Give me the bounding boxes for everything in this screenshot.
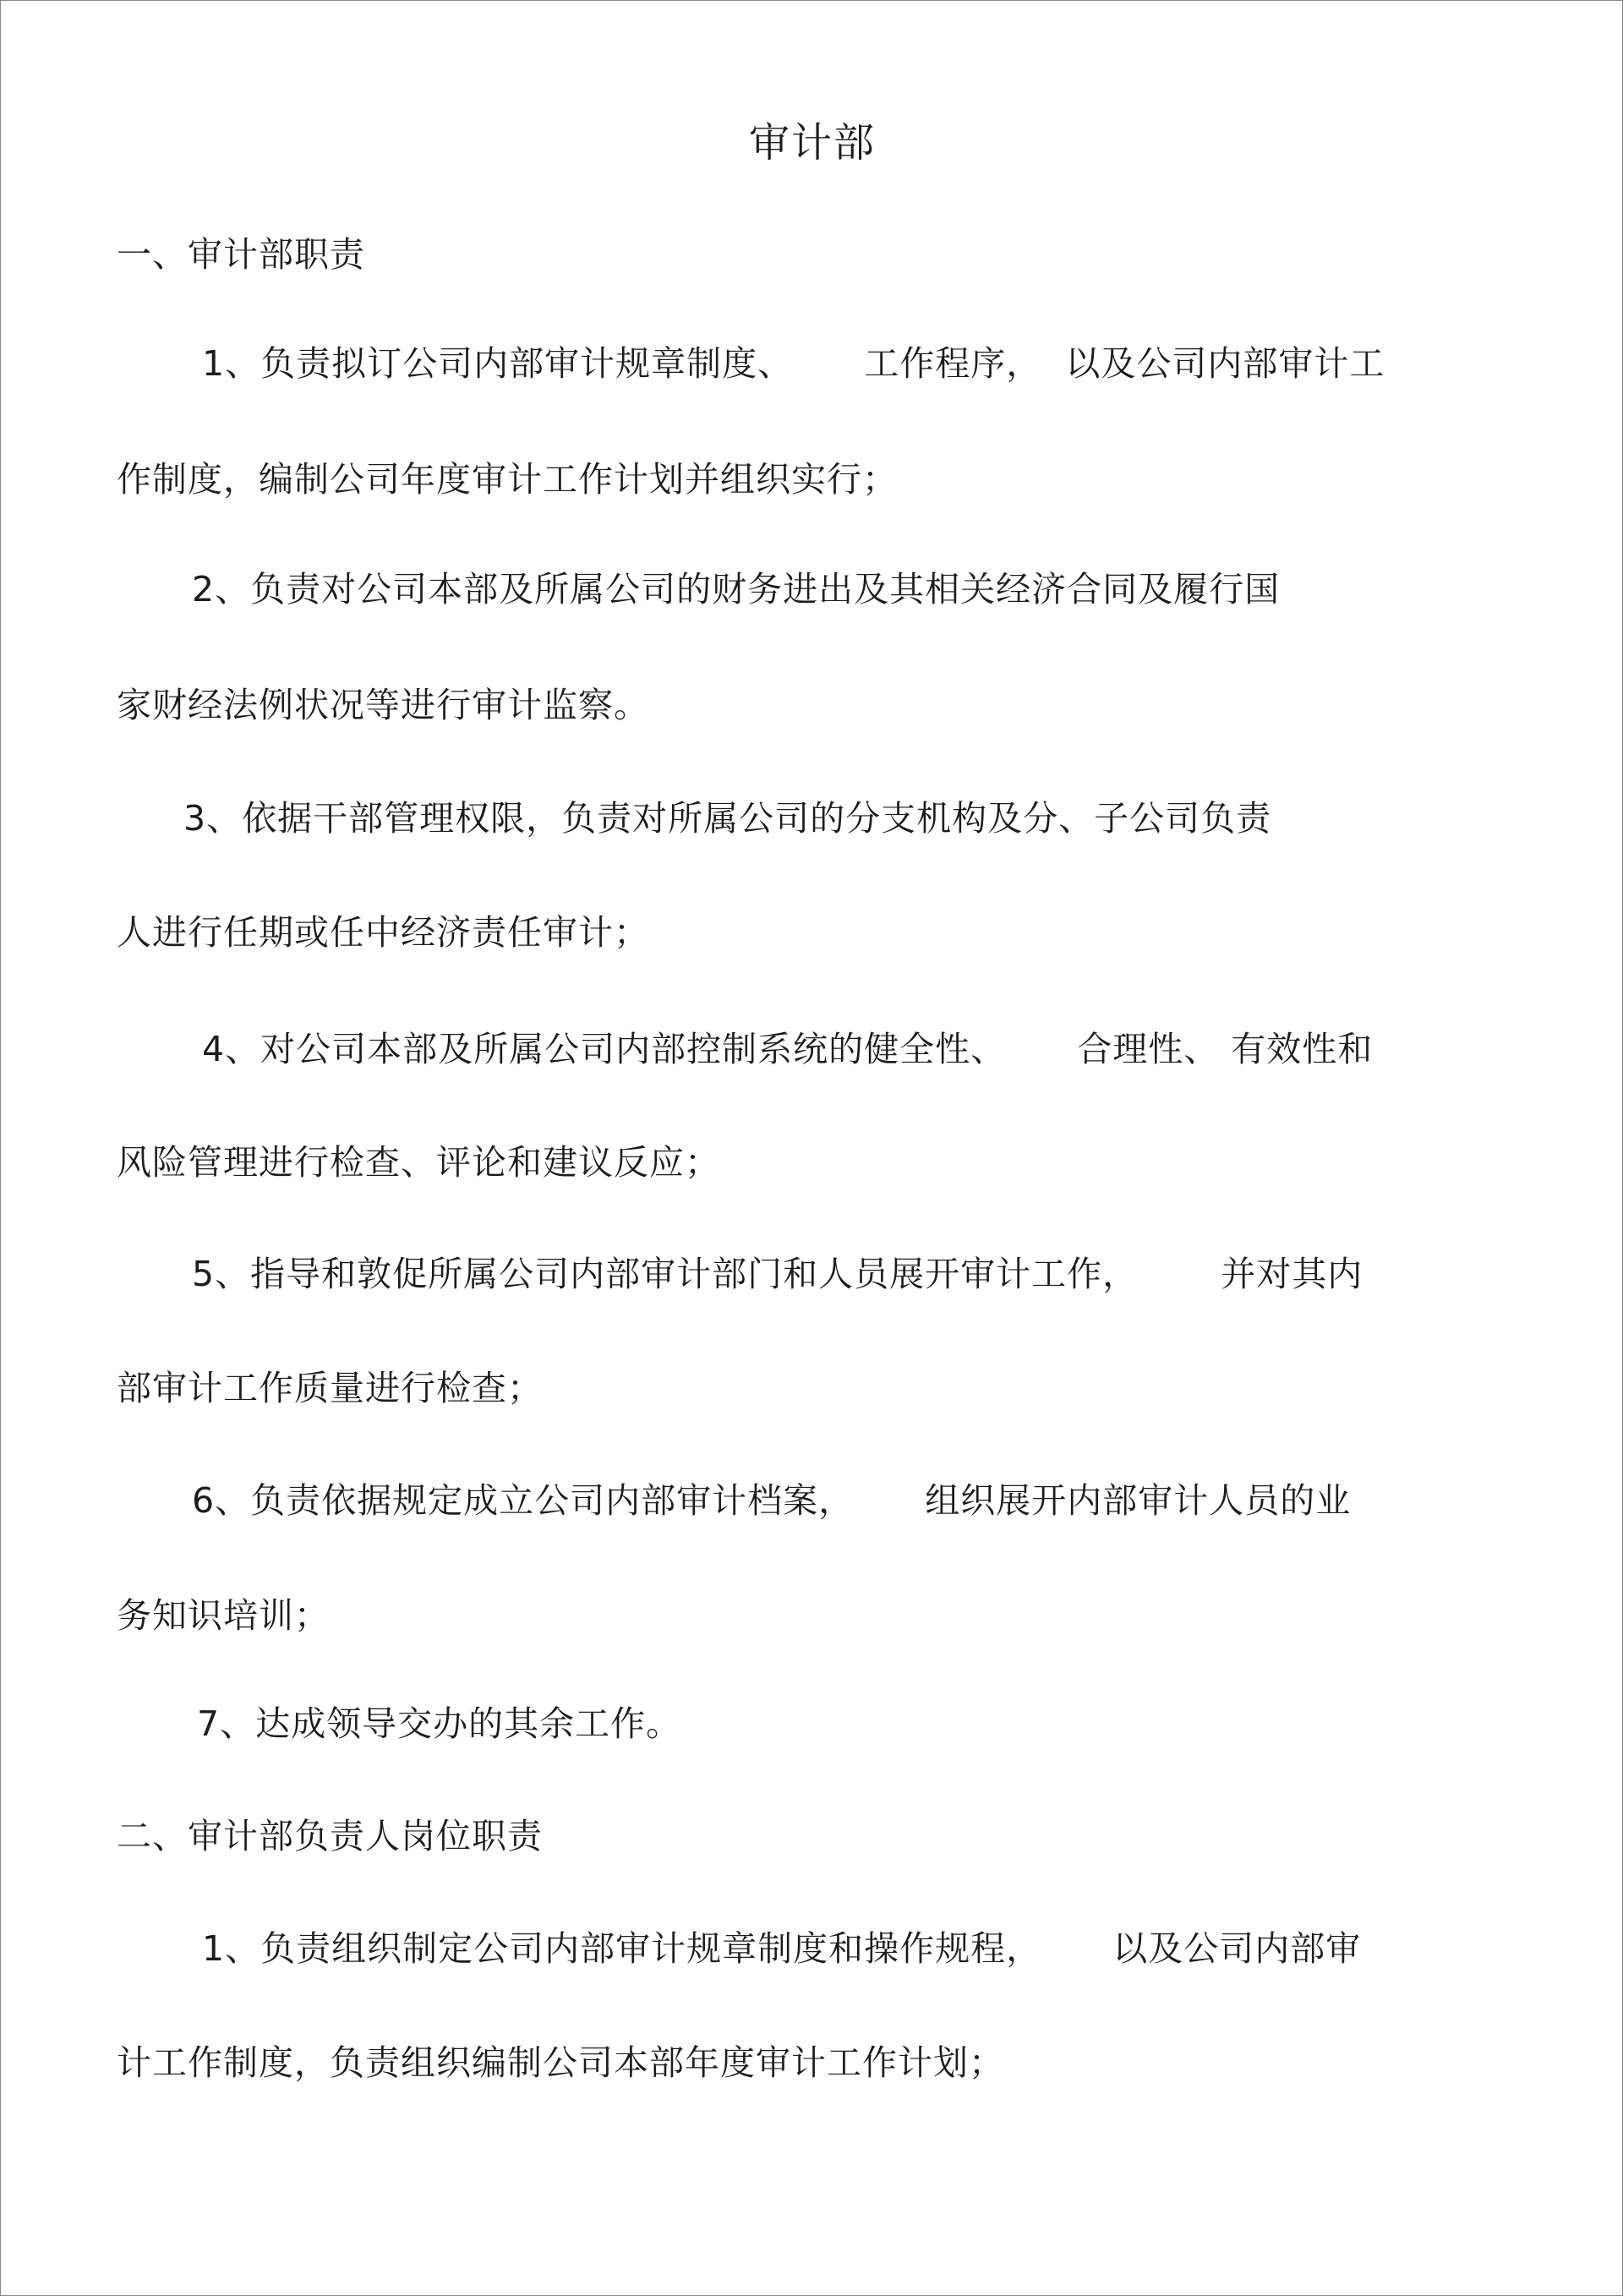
item-2-line-2: 家财经法例状况等进行审计监察。 <box>117 685 649 725</box>
item-3-line-2: 人进行任期或任中经济责任审计； <box>117 912 649 953</box>
duty-1-line-1: 1、负责组织制定公司内部审计规章制度和操作规程， 以及公司内部审 <box>202 1928 1362 1969</box>
item-1-line-1: 1、负责拟订公司内部审计规章制度、 工作程序， 以及公司内部审计工 <box>202 343 1385 384</box>
item-7-line-1: 7、达成领导交办的其余工作。 <box>197 1703 682 1744</box>
item-4-line-2: 风险管理进行检查、评论和建议反应； <box>117 1142 720 1183</box>
item-5-line-2: 部审计工作质量进行检查； <box>117 1368 543 1408</box>
section-heading-2: 二、审计部负责人岗位职责 <box>117 1816 543 1856</box>
item-6-line-2: 务知识培训； <box>117 1595 330 1636</box>
item-1-line-2: 作制度，编制公司年度审计工作计划并组织实行； <box>117 459 898 500</box>
item-5-line-1: 5、指导和敦促所属公司内部审计部门和人员展开审计工作， 并对其内 <box>192 1254 1363 1294</box>
document-title: 审计部 <box>748 119 876 167</box>
item-4-line-1: 4、对公司本部及所属公司内部控制系统的健全性、 合理性、 有效性和 <box>202 1029 1374 1069</box>
section-heading-1: 一、审计部职责 <box>117 234 365 275</box>
duty-1-line-2: 计工作制度，负责组织编制公司本部年度审计工作计划； <box>117 2042 1004 2083</box>
item-6-line-1: 6、负责依据规定成立公司内部审计档案， 组织展开内部审计人员的业 <box>192 1480 1352 1521</box>
item-3-line-1: 3、依据干部管理权限，负责对所属公司的分支机构及分、子公司负责 <box>183 798 1272 839</box>
item-2-line-1: 2、负责对公司本部及所属公司的财务进出及其相关经济合同及履行国 <box>192 569 1281 610</box>
